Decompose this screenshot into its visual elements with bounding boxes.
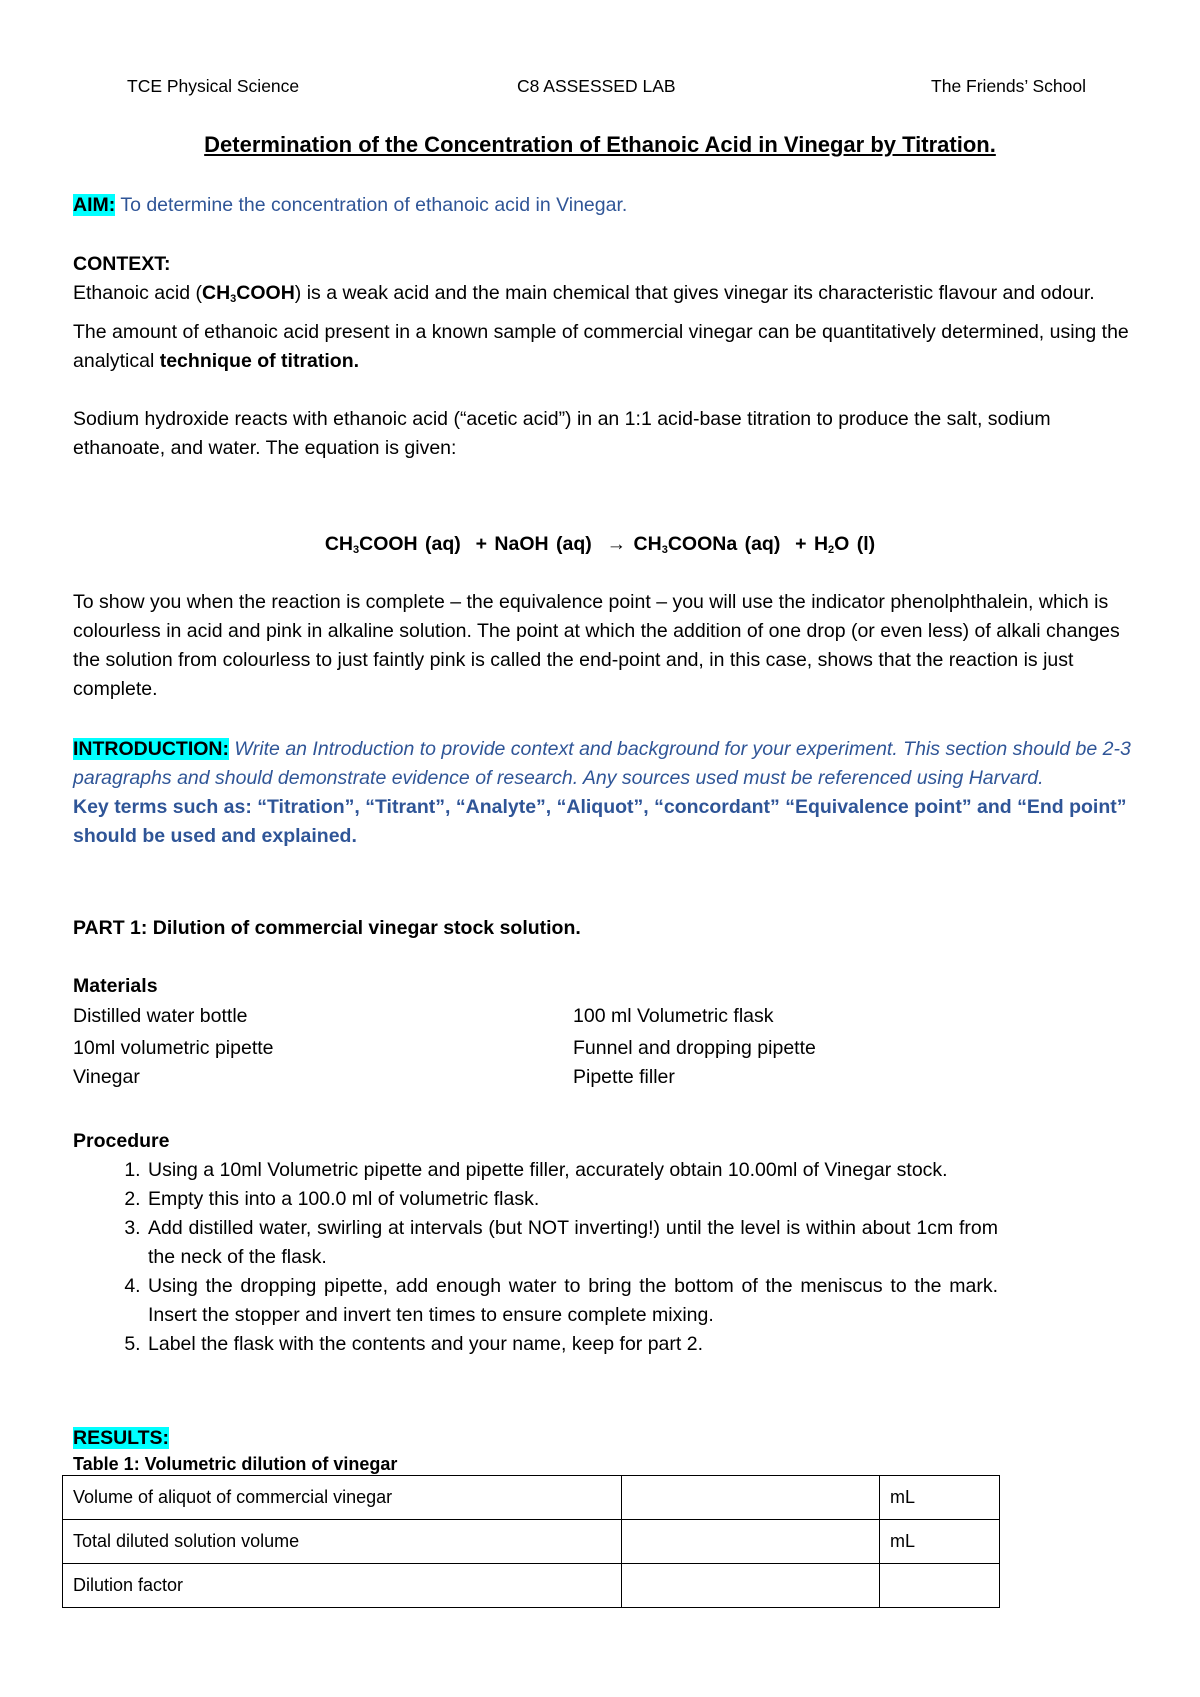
table-row xyxy=(63,1564,1000,1608)
material-item: Funnel and dropping pipette xyxy=(573,1037,816,1059)
procedure-step: 5. Label the flask with the contents and your name, keep for part 2. xyxy=(146,1330,998,1359)
value-cell[interactable] xyxy=(622,1564,880,1608)
table-row xyxy=(63,1520,1000,1564)
aim-section xyxy=(73,191,1133,220)
context-p1-text-end: ) is a weak acid and the main chemical that gives vinegar its characteristic flavour and odour. xyxy=(294,282,1095,304)
introduction-label: INTRODUCTION: xyxy=(73,738,229,760)
unit-cell xyxy=(879,1564,999,1608)
row-label: Total diluted solution volume xyxy=(63,1520,622,1564)
introduction-section xyxy=(73,735,1133,851)
context-heading: CONTEXT: xyxy=(73,253,171,275)
part1-heading: PART 1: Dilution of commercial vinegar stock solution. xyxy=(73,917,581,939)
aim-text: To determine the concentration of ethanoic acid in Vinegar. xyxy=(120,194,628,216)
introduction-key-terms: Key terms such as: “Titration”, “Titrant”, “Analyte”, “Aliquot”, “concordant” “Equivalence point” and “End point” should be used and explained. xyxy=(73,796,1127,847)
unit-cell: mL xyxy=(879,1520,999,1564)
value-cell[interactable] xyxy=(622,1476,880,1520)
results-label-wrap xyxy=(73,1424,1133,1453)
results-label: RESULTS: xyxy=(73,1427,170,1449)
procedure-step: 2. Empty this into a 100.0 ml of volumetric flask. xyxy=(146,1185,998,1214)
material-item: Pipette filler xyxy=(573,1066,675,1088)
context-p1-text: Ethanoic acid ( xyxy=(73,282,202,304)
materials-right-list xyxy=(573,1002,993,1092)
materials-heading: Materials xyxy=(73,975,158,997)
reaction-equation: $CH_3COOH$ (aq) + NaOH $(aq) \to CH_3COONa$ $(aq) + H_2O$ (l) xyxy=(324,533,876,556)
procedure-step: 4. Using the dropping pipette, add enough water to bring the bottom of the meniscus to the mark. Insert the stopper and invert ten times to ensure complete mixing. xyxy=(146,1272,998,1330)
document-title: Determination of the Concentration of Ethanoic Acid in Vinegar by Titration. xyxy=(204,132,996,157)
table-caption: Table 1: Volumetric dilution of vinegar xyxy=(73,1454,398,1474)
materials-left-list xyxy=(73,1002,493,1092)
introduction-instructions: Write an Introduction to provide context and background for your experiment. This section should be 2-3 paragraphs and should demonstrate evidence of research. Any sources used must be referenced using Harvard. xyxy=(73,738,1131,789)
header-school: The Friends’ School xyxy=(931,76,1086,96)
header-lab-code: C8 ASSESSED LAB xyxy=(517,76,676,96)
procedure-heading: Procedure xyxy=(73,1130,170,1152)
indicator-paragraph: To show you when the reaction is complete – the equivalence point – you will use the indicator phenolphthalein, which is colourless in acid and pink in alkaline solution. The point at which the addition of one drop (or even less) of alkali changes the solution from colourless to just faintly pink is called the end-point and, in this case, shows that the reaction is just complete. xyxy=(73,591,1120,700)
context-paragraph-3: Sodium hydroxide reacts with ethanoic acid (“acetic acid”) in an 1:1 acid-base titration to produce the salt, sodium ethanoate, and water. The equation is given: xyxy=(73,408,1051,459)
row-label: Volume of aliquot of commercial vinegar xyxy=(63,1476,622,1520)
dilution-table xyxy=(62,1475,1000,1608)
procedure-list xyxy=(73,1156,1133,1359)
material-item: 10ml volumetric pipette xyxy=(73,1037,274,1059)
table-row xyxy=(63,1476,1000,1520)
context-paragraph-1 xyxy=(73,279,1133,308)
value-cell[interactable] xyxy=(622,1520,880,1564)
context-section xyxy=(73,250,1133,463)
context-paragraph-2 xyxy=(73,318,1133,376)
ethanoic-acid-formula: $CH_3COOH$ xyxy=(202,282,295,305)
introduction-text xyxy=(73,735,1133,793)
header-course: TCE Physical Science xyxy=(127,76,300,96)
material-item: Distilled water bottle xyxy=(73,1005,248,1027)
context-p2-text: The amount of ethanoic acid present in a known sample of commercial vinegar can be quantitatively determined, using the analytical xyxy=(73,321,1129,372)
context-p2-bold: technique of titration. xyxy=(159,350,360,372)
row-label: Dilution factor xyxy=(63,1564,622,1608)
aim-label: AIM: xyxy=(73,194,116,216)
procedure-step: 1. Using a 10ml Volumetric pipette and pipette filler, accurately obtain 10.00ml of Vinegar stock. xyxy=(146,1156,998,1185)
reaction-arrow-icon: → xyxy=(606,533,627,555)
unit-cell: mL xyxy=(879,1476,999,1520)
procedure-step: 3. Add distilled water, swirling at intervals (but NOT inverting!) until the level is within about 1cm from the neck of the flask. xyxy=(146,1214,998,1272)
material-item: Vinegar xyxy=(73,1066,140,1088)
material-item: 100 ml Volumetric flask xyxy=(573,1005,774,1027)
